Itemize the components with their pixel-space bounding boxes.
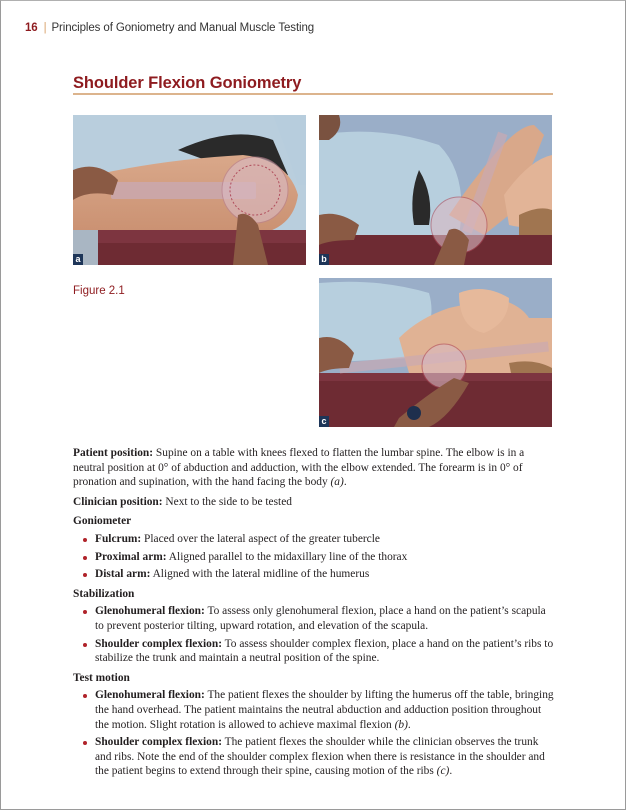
figure-photo-c [319, 278, 552, 427]
photo-b-image [319, 115, 552, 265]
panel-label-c: c [319, 416, 329, 427]
header-separator: | [43, 22, 47, 34]
panel-label-b: b [319, 254, 329, 265]
figure-photo-b [319, 115, 552, 265]
stabilization-heading: Stabilization [73, 587, 135, 600]
figure-photo-a [73, 115, 306, 265]
page-number: 16 [25, 22, 38, 34]
list-item: Shoulder complex flexion: The patient flexes the shoulder while the clinician observes the trunk and ribs. Note the end of the shoulder complex flexion when there is resistance in the shoulder and the patient begins to extend through their spine, causing motion of the ribs (c). [95, 735, 554, 779]
test-motion-heading: Test motion [73, 671, 130, 684]
title-rule [73, 93, 553, 95]
goniometer-list [73, 532, 554, 582]
clinician-position-label: Clinician position: [73, 495, 163, 508]
goniometer-heading: Goniometer [73, 515, 132, 528]
book-title: Principles of Goniometry and Manual Muscle Testing [51, 22, 315, 34]
photo-c-image [319, 278, 552, 427]
body-text [73, 446, 554, 784]
list-item: Proximal arm: Aligned parallel to the midaxillary line of the thorax [95, 550, 554, 565]
patient-position-paragraph: Patient position: Supine on a table with knees flexed to flatten the lumbar spine. The elbow is in a neutral position at 0° of abduction and adduction, with the elbow extended. The forearm is in 0° of pronation and supination, with the hand facing the body (a). [73, 447, 525, 489]
list-item: Shoulder complex flexion: To assess shoulder complex flexion, place a hand on the patient’s ribs to stabilize the trunk and maintain a neutral position of the spine. [95, 637, 554, 665]
list-item: Glenohumeral flexion: To assess only glenohumeral flexion, place a hand on the patient’s scapula to prevent posterior tilting, upward rotation, and elevation of the scapula. [95, 604, 554, 633]
figure-caption: Figure 2.1 [73, 285, 125, 297]
clinician-position-paragraph: Clinician position: Next to the side to be tested [73, 495, 292, 508]
patient-position-label: Patient position: [73, 447, 154, 459]
list-item: Distal arm: Aligned with the lateral midline of the humerus [95, 567, 554, 582]
section-title: Shoulder Flexion Goniometry [73, 74, 302, 92]
running-head [25, 22, 314, 34]
panel-label-a: a [73, 254, 83, 265]
list-item: Fulcrum: Placed over the lateral aspect of the greater tubercle [95, 532, 554, 547]
stabilization-list [73, 604, 554, 665]
list-item: Glenohumeral flexion: The patient flexes the shoulder by lifting the humerus off the table, bringing the hand overhead. The patient maintains the neutral abduction and adduction position throughout the motion. Slight rotation is allowed to achieve maximal flexion (b). [95, 689, 554, 731]
test-motion-list [73, 688, 554, 779]
photo-a-image [73, 115, 306, 265]
